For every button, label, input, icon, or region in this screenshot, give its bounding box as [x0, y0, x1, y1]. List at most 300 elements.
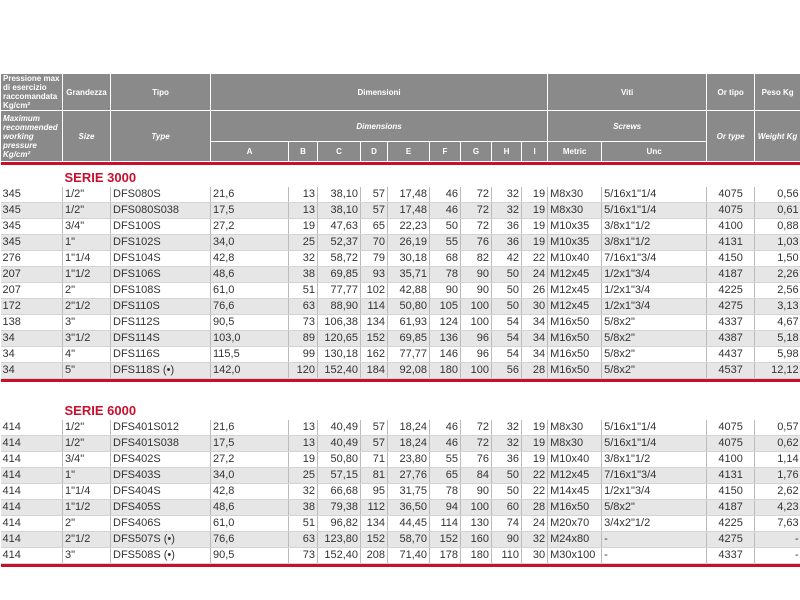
table-cell: 99 — [289, 347, 318, 363]
table-cell: 90 — [430, 283, 461, 299]
table-cell: 5/8x2" — [602, 363, 707, 379]
table-cell: 32 — [289, 251, 318, 267]
table-cell: 66,68 — [318, 484, 361, 500]
table-cell: - — [755, 548, 800, 564]
table-cell: 57 — [361, 436, 388, 452]
table-cell: 19 — [522, 235, 548, 251]
table-cell: 345 — [1, 219, 63, 235]
table-cell: DFS104S — [111, 251, 211, 267]
table-cell: 1/2x1"3/4 — [602, 267, 707, 283]
table-cell: 55 — [430, 235, 461, 251]
table-cell: 13 — [289, 436, 318, 452]
table-cell: 1"1/2 — [63, 267, 111, 283]
table-cell: 5/8x2" — [602, 500, 707, 516]
table-cell: 4131 — [707, 468, 755, 484]
table-cell: 50,80 — [388, 299, 430, 315]
table-cell: 90,5 — [211, 315, 289, 331]
table-row — [1, 468, 800, 484]
screw-col-header-unc: Unc — [602, 142, 707, 162]
table-cell: 24 — [522, 267, 548, 283]
table-row — [1, 420, 800, 436]
table-cell: 58,70 — [388, 532, 430, 548]
table-cell: DFS401S012 — [111, 420, 211, 436]
table-cell: 48,6 — [211, 267, 289, 283]
table-cell: 102 — [361, 283, 388, 299]
table-cell: 54 — [492, 331, 522, 347]
table-cell: 100 — [461, 315, 492, 331]
table-cell: 180 — [461, 548, 492, 564]
table-cell: 63 — [289, 532, 318, 548]
table-cell: 65 — [430, 468, 461, 484]
table-cell: 69,85 — [388, 331, 430, 347]
size-header-en: Size — [63, 111, 111, 162]
table-cell: M8x30 — [548, 420, 602, 436]
table-row — [1, 516, 800, 532]
table-cell: M12x45 — [548, 299, 602, 315]
dim-col-header: G — [461, 142, 492, 162]
table-cell: 61,0 — [211, 516, 289, 532]
table-cell: 5,18 — [755, 331, 800, 347]
table-cell: M16x50 — [548, 347, 602, 363]
table-row — [1, 283, 800, 299]
table-cell: 3/4x2"1/2 — [602, 516, 707, 532]
table-cell: 4337 — [707, 548, 755, 564]
table-cell: 72 — [461, 436, 492, 452]
table-cell: DFS116S — [111, 347, 211, 363]
table-cell: 345 — [1, 187, 63, 203]
table-cell: M8x30 — [548, 187, 602, 203]
dim-col-header: I — [522, 142, 548, 162]
table-cell: 414 — [1, 532, 63, 548]
table-cell: 5/16x1"1/4 — [602, 203, 707, 219]
table-cell: 77,77 — [318, 283, 361, 299]
table-cell: 19 — [522, 452, 548, 468]
table-cell: 50 — [492, 267, 522, 283]
table-cell: 48,6 — [211, 500, 289, 516]
table-cell: 46 — [430, 203, 461, 219]
table-cell: 72 — [461, 203, 492, 219]
table-cell: M8x30 — [548, 436, 602, 452]
table-cell: 46 — [430, 436, 461, 452]
table-cell: 414 — [1, 436, 63, 452]
table-cell: 28 — [522, 500, 548, 516]
table-cell: 57 — [361, 187, 388, 203]
table-cell: 3,13 — [755, 299, 800, 315]
table-cell: 1/2" — [63, 203, 111, 219]
table-cell: 19 — [522, 420, 548, 436]
table-cell: DFS507S (•) — [111, 532, 211, 548]
table-cell: 40,49 — [318, 436, 361, 452]
table-cell: 38,10 — [318, 187, 361, 203]
table-cell: 207 — [1, 267, 63, 283]
screw-col-header-metric: Metric — [548, 142, 602, 162]
table-cell: 19 — [289, 219, 318, 235]
table-row — [1, 219, 800, 235]
size-header: Grandezza — [63, 74, 111, 111]
table-cell: DFS405S — [111, 500, 211, 516]
table-cell: 0,62 — [755, 436, 800, 452]
table-cell: 152,40 — [318, 548, 361, 564]
table-cell: 51 — [289, 516, 318, 532]
table-cell: 160 — [461, 532, 492, 548]
table-cell: 130,18 — [318, 347, 361, 363]
table-cell: 162 — [361, 347, 388, 363]
table-cell: 34 — [1, 347, 63, 363]
table-cell: 178 — [430, 548, 461, 564]
table-cell: 105 — [430, 299, 461, 315]
table-cell: 0,57 — [755, 420, 800, 436]
table-cell: 134 — [361, 315, 388, 331]
table-cell: M8x30 — [548, 203, 602, 219]
series-title: SERIE 6000 — [64, 402, 137, 418]
table-cell: 76,6 — [211, 299, 289, 315]
table-cell: 34 — [1, 331, 63, 347]
table-cell: 4150 — [707, 251, 755, 267]
table-cell: 90 — [461, 283, 492, 299]
table-cell: DFS406S — [111, 516, 211, 532]
table-cell: 22 — [522, 251, 548, 267]
table-cell: - — [602, 548, 707, 564]
table-cell: 5/8x2" — [602, 315, 707, 331]
table-cell: M20x70 — [548, 516, 602, 532]
table-row — [1, 347, 800, 363]
table-cell: 21,6 — [211, 187, 289, 203]
table-cell: 106,38 — [318, 315, 361, 331]
table-cell: M12x45 — [548, 267, 602, 283]
table-cell: 114 — [361, 299, 388, 315]
table-row — [1, 251, 800, 267]
table-cell: 36,50 — [388, 500, 430, 516]
table-cell: 32 — [522, 532, 548, 548]
table-cell: 70 — [361, 235, 388, 251]
table-cell: 2,56 — [755, 283, 800, 299]
table-cell: 34,0 — [211, 235, 289, 251]
table-cell: 72 — [461, 187, 492, 203]
table-cell: M16x50 — [548, 500, 602, 516]
table-cell: 1,03 — [755, 235, 800, 251]
table-cell: 50 — [430, 219, 461, 235]
pressure-header: Pressione max di esercizio raccomandata Kg/cm² — [1, 74, 63, 111]
table-cell: 17,48 — [388, 187, 430, 203]
table-cell: 89 — [289, 331, 318, 347]
table-cell: 68 — [430, 251, 461, 267]
table-cell: 27,2 — [211, 452, 289, 468]
table-cell: M24x80 — [548, 532, 602, 548]
table-cell: 74 — [492, 516, 522, 532]
table-cell: 1" — [63, 235, 111, 251]
table-cell: 345 — [1, 235, 63, 251]
table-cell: 94 — [430, 500, 461, 516]
table-cell: 4187 — [707, 267, 755, 283]
table-cell: 120 — [289, 363, 318, 379]
table-cell: 2"1/2 — [63, 532, 111, 548]
table-cell: 93 — [361, 267, 388, 283]
table-cell: 4131 — [707, 235, 755, 251]
table-cell: 36 — [492, 219, 522, 235]
table-cell: 3/8x1"1/2 — [602, 452, 707, 468]
table-cell: 19 — [522, 219, 548, 235]
table-cell: - — [602, 532, 707, 548]
table-cell: 114 — [430, 516, 461, 532]
table-cell: 414 — [1, 468, 63, 484]
table-cell: M12x45 — [548, 468, 602, 484]
oring-header-en: Or type — [707, 111, 755, 162]
type-header-en: Type — [111, 111, 211, 162]
dim-col-header: D — [361, 142, 388, 162]
table-cell: 34 — [522, 331, 548, 347]
table-cell: 17,5 — [211, 436, 289, 452]
table-cell: 23,80 — [388, 452, 430, 468]
table-cell: 35,71 — [388, 267, 430, 283]
table-cell: 1,14 — [755, 452, 800, 468]
table-cell: 96 — [461, 347, 492, 363]
table-cell: 32 — [492, 420, 522, 436]
table-row — [1, 436, 800, 452]
table-cell: 27,2 — [211, 219, 289, 235]
table-cell: 136 — [430, 331, 461, 347]
series-divider — [1, 564, 800, 568]
table-cell: 77,77 — [388, 347, 430, 363]
table-row — [1, 235, 800, 251]
pressure-header-en: Maximum recommended working pressure Kg/cm² — [1, 111, 63, 162]
table-cell: 42 — [492, 251, 522, 267]
table-cell: 22 — [522, 468, 548, 484]
table-cell: 0,88 — [755, 219, 800, 235]
table-cell: 7/16x1"3/4 — [602, 468, 707, 484]
table-cell: 90 — [461, 267, 492, 283]
table-cell: 4225 — [707, 516, 755, 532]
table-cell: 0,61 — [755, 203, 800, 219]
table-cell: 3/4" — [63, 219, 111, 235]
table-cell: DFS102S — [111, 235, 211, 251]
table-cell: 0,56 — [755, 187, 800, 203]
table-cell: 34 — [522, 347, 548, 363]
table-cell: 100 — [461, 500, 492, 516]
screws-header-en: Screws — [548, 111, 707, 142]
table-cell: 103,0 — [211, 331, 289, 347]
table-cell: DFS106S — [111, 267, 211, 283]
table-row — [1, 187, 800, 203]
table-cell: 1/2" — [63, 187, 111, 203]
series-title-row — [1, 165, 800, 187]
oring-header: Or tipo — [707, 74, 755, 111]
table-cell: 54 — [492, 347, 522, 363]
table-cell: 55 — [430, 452, 461, 468]
dim-col-header: F — [430, 142, 461, 162]
table-cell: 4225 — [707, 283, 755, 299]
table-cell: 17,5 — [211, 203, 289, 219]
table-cell: DFS401S038 — [111, 436, 211, 452]
table-cell: 96,82 — [318, 516, 361, 532]
table-cell: 112 — [361, 500, 388, 516]
dim-col-header: A — [211, 142, 289, 162]
table-cell: 2,26 — [755, 267, 800, 283]
table-cell: 4275 — [707, 299, 755, 315]
table-cell: 1" — [63, 468, 111, 484]
table-cell: 1,50 — [755, 251, 800, 267]
dim-col-header: E — [388, 142, 430, 162]
table-row — [1, 299, 800, 315]
table-cell: 5/16x1"1/4 — [602, 436, 707, 452]
table-cell: 134 — [361, 516, 388, 532]
header-row-italian — [1, 74, 800, 111]
table-cell: 4,67 — [755, 315, 800, 331]
table-cell: 414 — [1, 500, 63, 516]
table-cell: 32 — [492, 436, 522, 452]
table-cell: 19 — [522, 203, 548, 219]
table-cell: 100 — [461, 299, 492, 315]
table-cell: 12,12 — [755, 363, 800, 379]
table-cell: 152 — [361, 532, 388, 548]
table-cell: 4537 — [707, 363, 755, 379]
table-cell: DFS402S — [111, 452, 211, 468]
table-cell: 3/8x1"1/2 — [602, 219, 707, 235]
table-cell: 32 — [492, 203, 522, 219]
table-cell: 92,08 — [388, 363, 430, 379]
table-cell: 4075 — [707, 436, 755, 452]
table-cell: DFS108S — [111, 283, 211, 299]
table-cell: 81 — [361, 468, 388, 484]
table-cell: 2" — [63, 516, 111, 532]
table-cell: 76 — [461, 452, 492, 468]
table-cell: 72 — [461, 420, 492, 436]
table-cell: 2,62 — [755, 484, 800, 500]
table-cell: M16x50 — [548, 331, 602, 347]
table-cell: 110 — [492, 548, 522, 564]
table-cell: 152,40 — [318, 363, 361, 379]
series-spacer — [1, 382, 800, 398]
table-cell: 82 — [461, 251, 492, 267]
table-cell: 73 — [289, 315, 318, 331]
table-cell: 63 — [289, 299, 318, 315]
table-cell: 414 — [1, 516, 63, 532]
table-cell: 30 — [522, 548, 548, 564]
table-cell: 13 — [289, 187, 318, 203]
table-cell: 152 — [430, 532, 461, 548]
table-cell: 21,6 — [211, 420, 289, 436]
table-cell: 414 — [1, 420, 63, 436]
table-cell: 88,90 — [318, 299, 361, 315]
table-cell: 51 — [289, 283, 318, 299]
table-cell: 40,49 — [318, 420, 361, 436]
dimensions-header-en: Dimensions — [211, 111, 548, 142]
table-cell: 61,0 — [211, 283, 289, 299]
table-cell: 146 — [430, 347, 461, 363]
table-cell: 72 — [461, 219, 492, 235]
table-cell: 1/2" — [63, 436, 111, 452]
table-cell: 3" — [63, 315, 111, 331]
table-cell: M16x50 — [548, 315, 602, 331]
table-row — [1, 267, 800, 283]
table-cell: 3/8x1"1/2 — [602, 235, 707, 251]
table-cell: M16x50 — [548, 363, 602, 379]
table-cell: 69,85 — [318, 267, 361, 283]
table-cell: 46 — [430, 420, 461, 436]
table-cell: 414 — [1, 548, 63, 564]
table-cell: 71,40 — [388, 548, 430, 564]
table-cell: 17,48 — [388, 203, 430, 219]
table-cell: 1"1/4 — [63, 251, 111, 267]
table-cell: 5,98 — [755, 347, 800, 363]
table-row — [1, 548, 800, 564]
table-cell: 152 — [361, 331, 388, 347]
table-cell: 13 — [289, 420, 318, 436]
table-cell: DFS403S — [111, 468, 211, 484]
header-row-english — [1, 111, 800, 142]
table-cell: 115,5 — [211, 347, 289, 363]
table-cell: 38,10 — [318, 203, 361, 219]
table-cell: 1/2x1"3/4 — [602, 299, 707, 315]
table-cell: 27,76 — [388, 468, 430, 484]
table-cell: 414 — [1, 452, 63, 468]
table-cell: 138 — [1, 315, 63, 331]
dim-col-header: B — [289, 142, 318, 162]
table-cell: 2" — [63, 283, 111, 299]
table-cell: 36 — [492, 235, 522, 251]
screws-header: Viti — [548, 74, 707, 111]
table-cell: 42,8 — [211, 484, 289, 500]
table-cell: 84 — [461, 468, 492, 484]
table-cell: 26 — [522, 283, 548, 299]
table-cell: 4100 — [707, 452, 755, 468]
table-cell: 60 — [492, 500, 522, 516]
table-cell: 57,15 — [318, 468, 361, 484]
table-cell: 4187 — [707, 500, 755, 516]
table-cell: 180 — [430, 363, 461, 379]
table-cell: 22 — [522, 484, 548, 500]
table-cell: 50,80 — [318, 452, 361, 468]
table-cell: 4387 — [707, 331, 755, 347]
table-cell: DFS112S — [111, 315, 211, 331]
table-cell: 19 — [289, 452, 318, 468]
table-cell: 207 — [1, 283, 63, 299]
table-cell: 2"1/2 — [63, 299, 111, 315]
series-title-row — [1, 398, 800, 420]
table-row — [1, 452, 800, 468]
table-cell: DFS110S — [111, 299, 211, 315]
table-cell: 3"1/2 — [63, 331, 111, 347]
table-cell: 50 — [492, 484, 522, 500]
table-cell: 30,18 — [388, 251, 430, 267]
table-row — [1, 500, 800, 516]
weight-header: Peso Kg — [755, 74, 800, 111]
table-cell: - — [755, 532, 800, 548]
dim-col-header: C — [318, 142, 361, 162]
table-row — [1, 315, 800, 331]
table-cell: 4075 — [707, 203, 755, 219]
table-cell: 24 — [522, 516, 548, 532]
table-cell: 38 — [289, 500, 318, 516]
table-cell: 4150 — [707, 484, 755, 500]
table-cell: 1/2" — [63, 420, 111, 436]
table-cell: 345 — [1, 203, 63, 219]
table-cell: 38 — [289, 267, 318, 283]
table-cell: 57 — [361, 420, 388, 436]
table-cell: 4275 — [707, 532, 755, 548]
table-cell: 120,65 — [318, 331, 361, 347]
table-cell: 1/2x1"3/4 — [602, 283, 707, 299]
table-cell: 18,24 — [388, 420, 430, 436]
table-cell: 95 — [361, 484, 388, 500]
table-cell: 1"1/2 — [63, 500, 111, 516]
table-cell: 142,0 — [211, 363, 289, 379]
table-cell: 4337 — [707, 315, 755, 331]
table-cell: 25 — [289, 235, 318, 251]
table-cell: 50 — [492, 299, 522, 315]
table-cell: 32 — [289, 484, 318, 500]
table-cell: 4,23 — [755, 500, 800, 516]
table-cell: 100 — [461, 363, 492, 379]
